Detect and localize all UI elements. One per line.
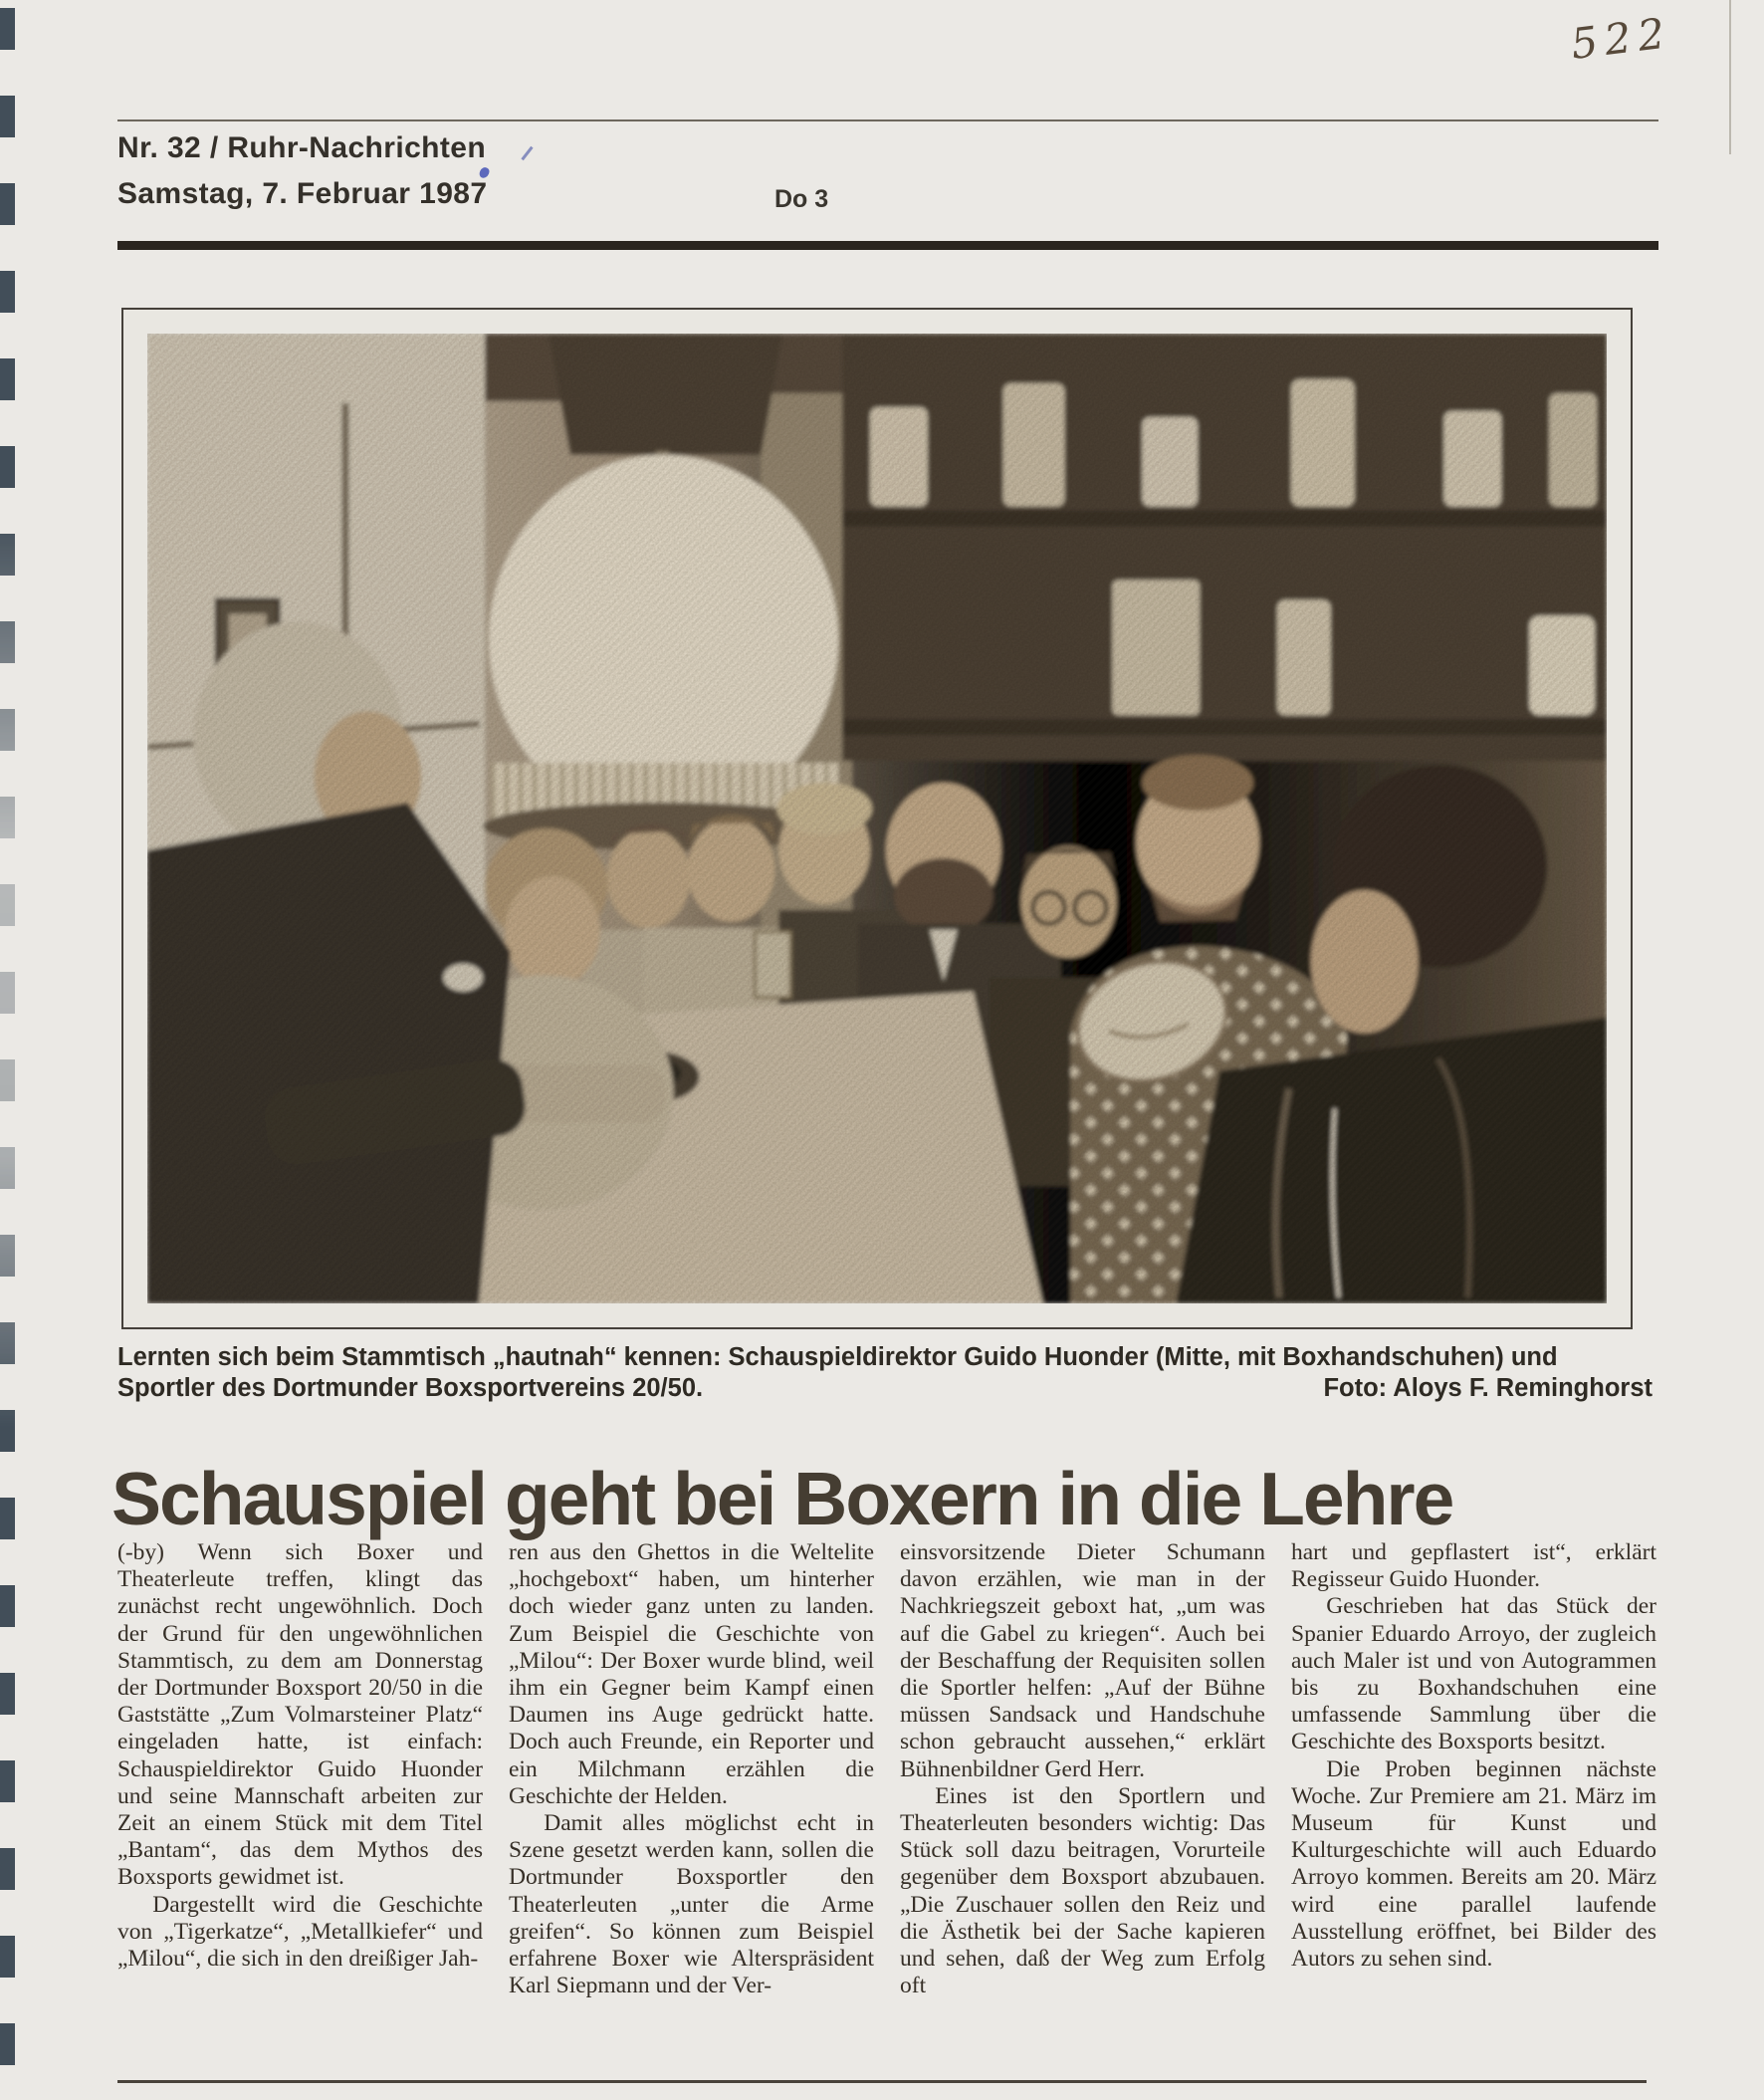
photo-credit: Foto: Aloys F. Reminghorst (1323, 1374, 1653, 1402)
paragraph: hart und gepflastert ist“, erklärt Regisseur Guido Huonder. (1291, 1539, 1656, 1593)
paragraph: Damit alles möglichst echt in Szene gesetzt werden kann, sollen die Dortmunder Boxsportler den Theaterleuten „unter die Arme greifen“. So können zum Beispiel erfahrene Boxer wie Alterspräsident Karl Siepmann und der Ver- (509, 1810, 874, 1999)
photo-caption-line2: Sportler des Dortmunder Boxsportvereins 20/50. (117, 1374, 704, 1402)
article-column-3 (900, 1539, 1265, 2079)
article-photo-frame (121, 308, 1633, 1329)
masthead-page-code: Do 3 (774, 185, 829, 213)
paragraph: (-by) Wenn sich Boxer und Theaterleute treffen, klingt das zunächst recht ungewöhnlich. Doch der Grund für den ungewöhnlichen Stammtisch, zu dem am Donnerstag der Dortmunder Boxsport 20/50 in die Gaststätte „Zum Volmarsteiner Platz“ eingeladen hatte, ist einfach: Schauspieldirektor Guido Huonder und seine Mannschaft arbeiten zur Zeit an einem Stück mit dem Titel „Bantam“, das dem Mythos des Boxsports gewidmet ist. (117, 1539, 483, 1891)
paragraph: Dargestellt wird die Geschichte von „Tigerkatze“, „Metallkiefer“ und „Milou“, die sich in den dreißiger Jah- (117, 1891, 483, 1973)
article-headline: Schauspiel geht bei Boxern in die Lehre (111, 1457, 1453, 1541)
pen-ink-stroke (521, 146, 533, 160)
underlying-page-edge (1729, 0, 1731, 154)
article-bottom-rule (117, 2080, 1647, 2083)
masthead-date: Samstag, 7. Februar 1987 (117, 177, 488, 210)
masthead-top-rule (117, 119, 1658, 121)
article-column-2 (509, 1539, 874, 2079)
paragraph: ren aus den Ghettos in die Weltelite „hochgeboxt“ haben, um hinterher doch wieder ganz unten zu landen. Zum Beispiel die Geschichte von „Milou“: Der Boxer wurde blind, weil ihm ein Gegner beim Kampf einen Daumen ins Auge gedrückt hatte. Doch auch Freunde, ein Reporter und ein Milchmann erzählen die Geschichte der Helden. (509, 1539, 874, 1809)
article-column-1 (117, 1539, 483, 2079)
masthead-bottom-rule (117, 241, 1658, 250)
article-body (117, 1539, 1656, 2079)
photo-caption-line1: Lernten sich beim Stammtisch „hautnah“ kennen: Schauspieldirektor Guido Huonder (Mitte, mit Boxhandschuhen) und (117, 1343, 1558, 1371)
handwritten-page-number: 522 (1568, 8, 1674, 69)
stammtisch-photo (147, 334, 1607, 1303)
paragraph: einsvorsitzende Dieter Schumann davon erzählen, wie man in der Nachkriegszeit geboxt hat, „um was auf die Gabel zu kriegen“. Auch bei der Beschaffung der Requisiten sollen die Sportler helfen: „Auf der Bühne müssen Sandsack und Handschuhe schon gebraucht aussehen,“ erklärt Bühnenbildner Gerd Herr. (900, 1539, 1265, 1782)
binding-marks (0, 8, 15, 2095)
paragraph: Eines ist den Sportlern und Theaterleuten besonders wichtig: Das Stück soll dazu beitragen, Vorurteile gegenüber dem Boxsport abzubauen. „Die Zuschauer sollen den Reiz und die Ästhetik bei der Sache kapieren und sehen, daß der Weg zum Erfolg oft (900, 1782, 1265, 1999)
paragraph: Geschrieben hat das Stück der Spanier Eduardo Arroyo, der zugleich auch Maler ist und von Autogrammen bis zu Boxhandschuhen eine umfassende Sammlung über die Geschichte des Boxsports besitzt. (1291, 1593, 1656, 1755)
paragraph: Die Proben beginnen nächste Woche. Zur Premiere am 21. März im Museum für Kunst und Kulturgeschichte will auch Eduardo Arroyo kommen. Bereits am 20. März wird eine parallel laufende Ausstellung eröffnet, bei Bilder des Autors zu sehen sind. (1291, 1755, 1656, 1973)
photo-caption (117, 1342, 1653, 1404)
masthead-title: Nr. 32 / Ruhr-Nachrichten (117, 131, 487, 164)
article-column-4 (1291, 1539, 1656, 2079)
